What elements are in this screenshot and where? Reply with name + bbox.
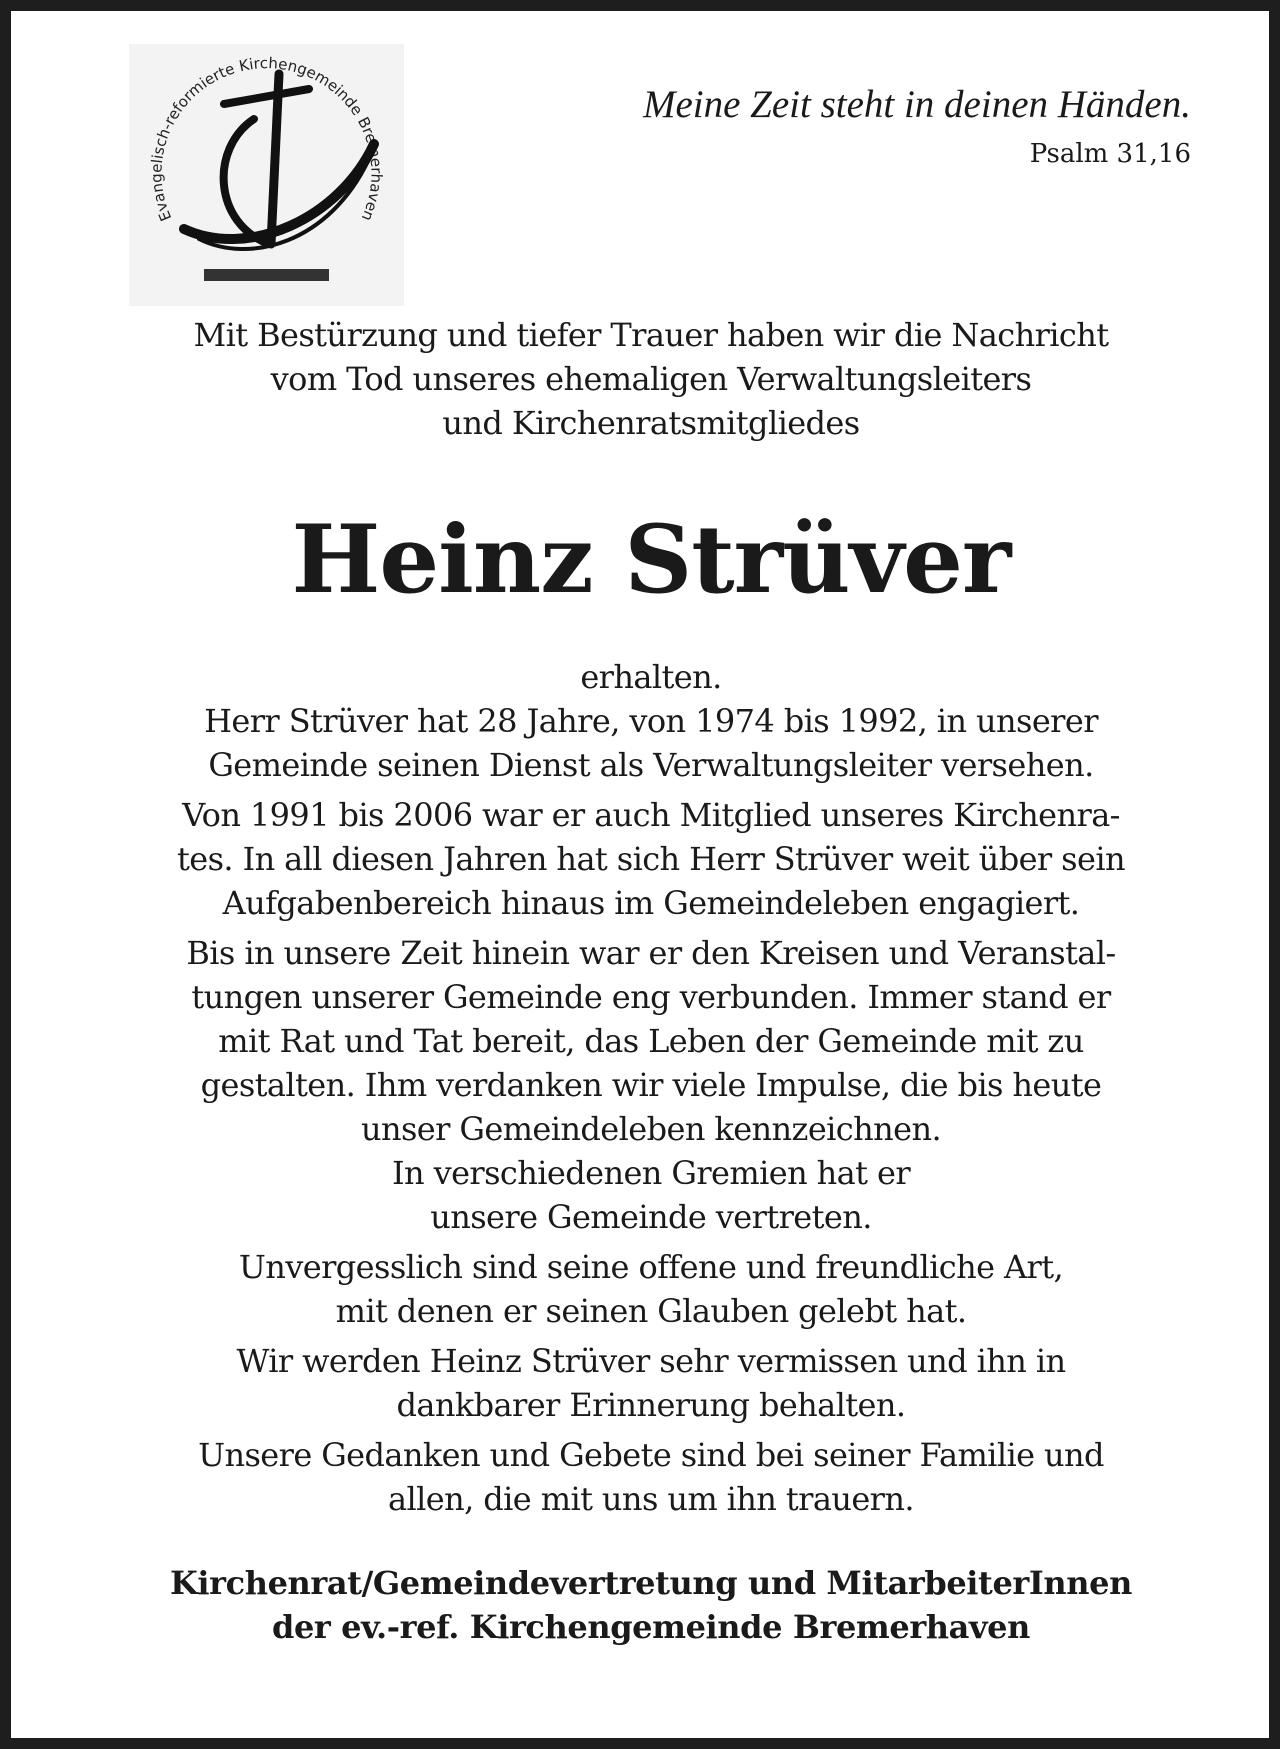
text-line: Unsere Gedanken und Gebete sind bei seiner Familie und xyxy=(198,1436,1104,1474)
paragraph-condolence xyxy=(71,1433,1231,1521)
verse-text: Meine Zeit steht in deinen Händen. xyxy=(642,83,1191,126)
text-line: Unvergesslich sind seine offene und freundliche Art, xyxy=(238,1248,1064,1286)
verse-reference: Psalm 31,16 xyxy=(1029,139,1191,169)
text-line: tungen unserer Gemeinde eng verbunden. Immer stand er xyxy=(191,978,1111,1016)
paragraph-remembrance xyxy=(71,1339,1231,1427)
signature-line: der ev.-ref. Kirchengemeinde Bremerhaven xyxy=(271,1608,1031,1646)
text-line: Von 1991 bis 2006 war er auch Mitglied unseres Kirchenra- xyxy=(182,796,1120,834)
signature-line: Kirchenrat/Gemeindevertretung und MitarbeiterInnen xyxy=(170,1564,1132,1602)
logo-circle-text: Evangelisch-reformierte Kirchengemeinde Bremerhaven xyxy=(147,54,386,224)
text-line: Gemeinde seinen Dienst als Verwaltungsleiter versehen. xyxy=(208,746,1094,784)
text-line: In verschiedenen Gremien hat er xyxy=(391,1154,911,1192)
text-line: und Kirchenratsmitgliedes xyxy=(442,404,860,442)
text-line: Aufgabenbereich hinaus im Gemeindeleben engagiert. xyxy=(222,884,1080,922)
text-line: allen, die mit uns um ihn trauern. xyxy=(388,1480,914,1518)
text-line: vom Tod unseres ehemaligen Verwaltungsleiters xyxy=(270,360,1032,398)
paragraph-council xyxy=(71,793,1231,925)
intro-paragraph xyxy=(71,313,1231,445)
paragraph-character xyxy=(71,1245,1231,1333)
obituary-body xyxy=(71,313,1231,1649)
text-line: unsere Gemeinde vertreten. xyxy=(430,1198,872,1236)
text-line: unser Gemeindeleben kennzeichnen. xyxy=(360,1110,942,1148)
text-line: gestalten. Ihm verdanken wir viele Impulse, die bis heute xyxy=(200,1066,1102,1104)
text-line: erhalten. xyxy=(580,658,722,696)
text-line: Mit Bestürzung und tiefer Trauer haben wir die Nachricht xyxy=(193,316,1109,354)
text-line: Bis in unsere Zeit hinein war er den Kreisen und Veranstal- xyxy=(186,934,1116,972)
paragraph-community xyxy=(71,931,1231,1239)
text-line: mit Rat und Tat bereit, das Leben der Gemeinde mit zu xyxy=(218,1022,1084,1060)
text-line: Herr Strüver hat 28 Jahre, von 1974 bis 1992, in unserer xyxy=(204,702,1098,740)
text-line: dankbarer Erinnerung behalten. xyxy=(396,1386,906,1424)
text-line: tes. In all diesen Jahren hat sich Herr Strüver weit über sein xyxy=(177,840,1125,878)
deceased-name: Heinz Strüver xyxy=(291,505,1011,615)
church-logo xyxy=(129,44,404,306)
paragraph-service xyxy=(71,655,1231,787)
bible-verse xyxy=(643,83,1191,169)
signature-block xyxy=(71,1561,1231,1649)
text-line: Wir werden Heinz Strüver sehr vermissen und ihn in xyxy=(236,1342,1066,1380)
text-line: mit denen er seinen Glauben gelebt hat. xyxy=(335,1292,967,1330)
